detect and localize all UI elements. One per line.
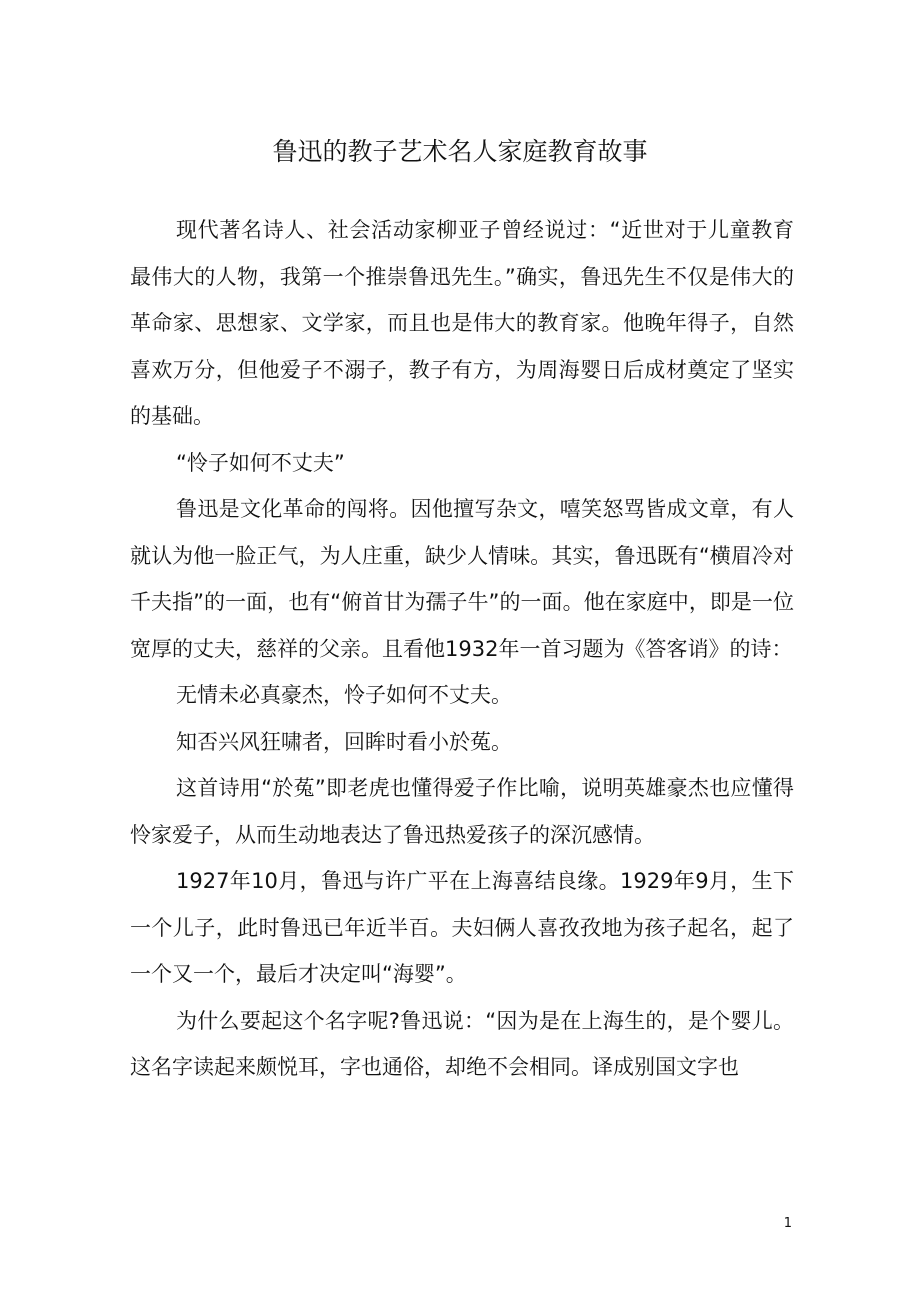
paragraph-intro: 现代著名诗人、社会活动家柳亚子曾经说过：“近世对于儿童教育最伟大的人物，我第一个推崇鲁迅先生。”确实，鲁迅先生不仅是伟大的革命家、思想家、文学家，而且也是伟大的教育家。他晚年得子，自然喜欢万分，但他爱子不溺子，教子有方，为周海婴日后成材奠定了坚实的基础。 <box>130 218 794 428</box>
page-title: 鲁迅的教子艺术名人家庭教育故事 <box>272 137 648 166</box>
paragraph: 为什么要起这个名字呢?鲁迅说：“因为是在上海生的，是个婴儿。这名字读起来颇悦耳，字也通俗，却绝不会相同。译成别国文字也 <box>130 1008 794 1079</box>
section-heading: “怜子如何不丈夫” <box>176 450 345 475</box>
paragraph: 这首诗用“於菟”即老虎也懂得爱子作比喻，说明英雄豪杰也应懂得怜家爱子，从而生动地表达了鲁迅热爱孩子的深沉感情。 <box>130 776 794 847</box>
paragraph: 1927年10月，鲁迅与许广平在上海喜结良缘。1929年9月，生下一个儿子，此时鲁迅已年近半百。夫妇俩人喜孜孜地为孩子起名，起了一个又一个，最后才决定叫“海婴”。 <box>130 869 794 986</box>
paragraph: 鲁迅是文化革命的闯将。因他擅写杂文，嘻笑怒骂皆成文章，有人就认为他一脸正气，为人庄重，缺少人情味。其实，鲁迅既有“横眉冷对千夫指”的一面，也有“俯首甘为孺子牛”的一面。他在家庭中，即是一位宽厚的丈夫，慈祥的父亲。且看他1932年一首习题为《答客诮》的诗： <box>130 497 794 661</box>
poem-line: 知否兴风狂啸者，回眸时看小於菟。 <box>176 729 512 754</box>
poem-line: 无情未必真豪杰，怜子如何不丈夫。 <box>176 683 512 707</box>
article-body <box>130 207 794 1091</box>
page-number: 1 <box>783 1216 792 1231</box>
